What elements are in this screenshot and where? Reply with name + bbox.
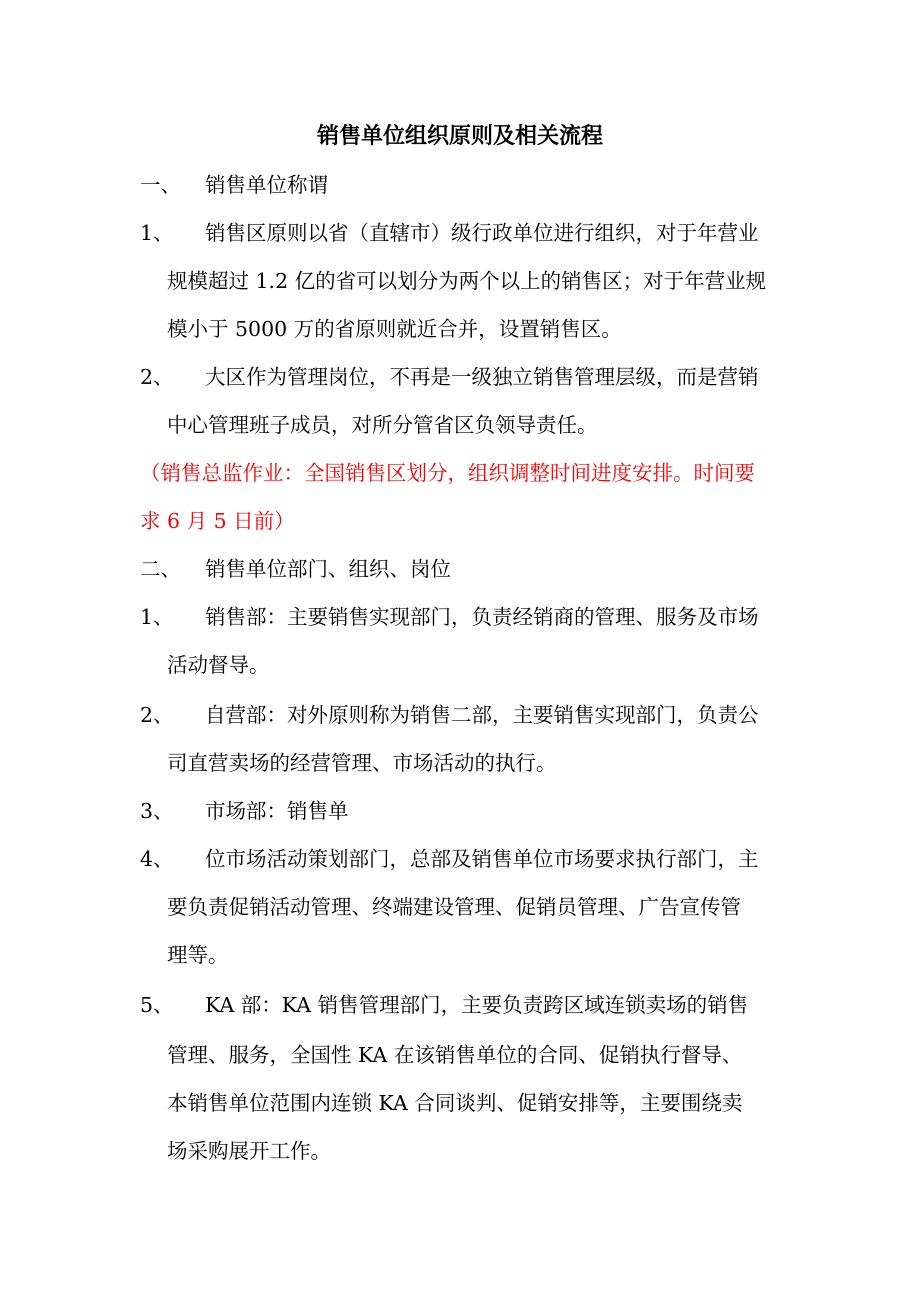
item-text: 规模超过 1.2 亿的省可以划分为两个以上的销售区；对于年营业规 [167, 269, 767, 293]
item-text: 模小于 5000 万的省原则就近合并，设置销售区。 [167, 317, 622, 341]
item-text: 理等。 [167, 943, 229, 967]
section-2-title: 销售单位部门、组织、岗位 [205, 557, 451, 581]
item-number: 1、 [140, 605, 174, 629]
item-text: 自营部：对外原则称为销售二部，主要销售实现部门，负责公 [205, 703, 759, 727]
item-text: 中心管理班子成员，对所分管省区负领导责任。 [167, 413, 598, 437]
item-text: 要负责促销活动管理、终端建设管理、促销员管理、广告宣传管 [167, 895, 741, 919]
item-number: 1、 [140, 221, 174, 245]
item-text: 市场部：销售单 [205, 799, 349, 823]
item-text: 司直营卖场的经营管理、市场活动的执行。 [167, 751, 557, 775]
item-text: 位市场活动策划部门，总部及销售单位市场要求执行部门，主 [205, 847, 759, 871]
section-2-number: 二、 [140, 557, 181, 581]
item-text: 活动督导。 [167, 653, 270, 677]
item-number: 2、 [140, 365, 174, 389]
document-title: 销售单位组织原则及相关流程 [316, 124, 603, 149]
section-1-title: 销售单位称谓 [205, 173, 328, 197]
item-text: KA 部：KA 销售管理部门，主要负责跨区域连锁卖场的销售 [205, 993, 749, 1017]
item-number: 2、 [140, 703, 174, 727]
section-1-number: 一、 [140, 173, 181, 197]
item-number: 4、 [140, 847, 174, 871]
item-text: 管理、服务，全国性 KA 在该销售单位的合同、促销执行督导、 [167, 1043, 743, 1067]
note-text: （销售总监作业：全国销售区划分，组织调整时间进度安排。时间要 [140, 461, 755, 485]
item-text: 销售部：主要销售实现部门，负责经销商的管理、服务及市场 [205, 605, 759, 629]
item-text: 大区作为管理岗位，不再是一级独立销售管理层级，而是营销 [205, 365, 759, 389]
note-text: 求 6 月 5 日前） [140, 509, 295, 533]
item-text: 本销售单位范围内连锁 KA 合同谈判、促销安排等，主要围绕卖 [167, 1091, 743, 1115]
item-text: 销售区原则以省（直辖市）级行政单位进行组织，对于年营业 [205, 221, 759, 245]
item-number: 5、 [140, 993, 174, 1017]
item-number: 3、 [140, 799, 174, 823]
item-text: 场采购展开工作。 [167, 1139, 331, 1163]
